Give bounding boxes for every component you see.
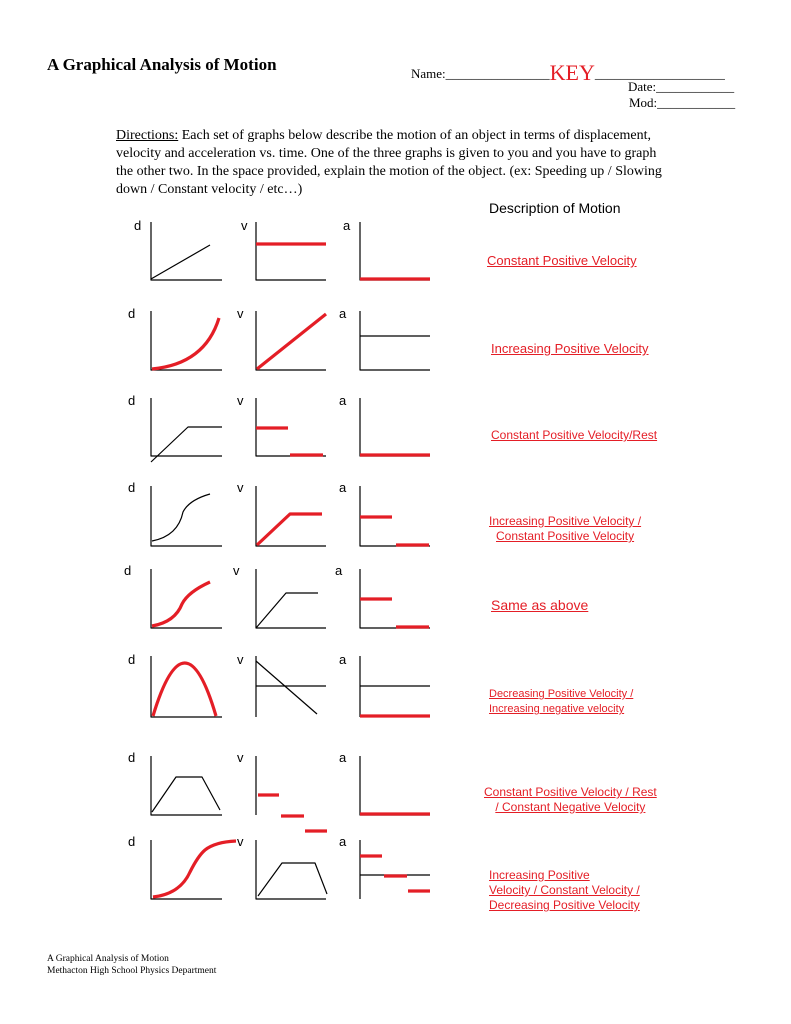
row5-v-graph [256,569,326,628]
row6-v-label: v [237,652,244,667]
row1-answer [487,253,637,268]
date-label: Date: [628,79,657,94]
row4-a-label: a [339,480,347,495]
row1-v-graph [256,222,326,280]
row4-answer-line1: Increasing Positive Velocity / [489,514,642,528]
row2-answer [491,341,649,356]
row1-d-label: d [134,218,142,233]
row4-a-graph [360,486,430,546]
row2-v-label: v [237,306,244,321]
row8-d-label: d [128,834,136,849]
row8-v-graph [256,840,327,899]
row5-a-graph [360,569,430,628]
row8-answer-line1: Increasing Positive [489,868,590,882]
row7-a-graph [360,756,430,815]
row8-v-label: v [237,834,244,849]
row6-d-label: d [128,652,136,667]
row1-answer-line1: Constant Positive Velocity [487,253,637,268]
row3-d-label: d [128,393,136,408]
row3-answer-line1: Constant Positive Velocity/Rest [491,428,658,442]
directions-label: Directions: [116,128,179,143]
row1-a-graph [360,222,430,280]
row6-a-graph [360,656,430,717]
row1-a-label: a [343,218,351,233]
row2-v-graph [256,311,326,370]
row6-d-graph [151,656,222,717]
row1-v-label: v [241,218,248,233]
row3-v-label: v [237,393,244,408]
row5-answer-line1: Same as above [491,597,589,613]
row1-d-graph [151,222,222,280]
row4-v-label: v [237,480,244,495]
directions-text: Each set of graphs below describe the motion of an object in terms of displacement, velocity and acceleration vs. time. One of the three graphs is given to you and you have to graph the other two. In the space provided, explain the motion of the object. (ex: Speeding up / Slowing down / Constant velocity / etc…) [116,128,662,197]
row6-v-graph [256,656,326,717]
mod-label: Mod: [629,95,658,110]
row8-a-label: a [339,834,347,849]
row6-a-label: a [339,652,347,667]
row2-a-label: a [339,306,347,321]
row5-d-label: d [124,563,132,578]
row8-answer-line2: Velocity / Constant Velocity / [489,883,640,897]
row3-answer [491,428,657,443]
footer [47,953,216,977]
row8-a-graph [360,840,430,899]
footer-line1: A Graphical Analysis of Motion [47,954,169,964]
row2-a-graph [360,311,430,370]
row2-answer-line1: Increasing Positive Velocity [491,341,649,356]
row5-v-label: v [233,563,240,578]
row7-d-graph [151,756,222,815]
description-header: Description of Motion [489,200,621,216]
row3-a-label: a [339,393,347,408]
key-text: KEY [549,60,595,85]
row7-answer-line2: / Constant Negative Velocity [495,800,646,814]
row2-d-label: d [128,306,136,321]
row4-answer [489,514,641,544]
row5-a-label: a [335,563,343,578]
footer-line2: Methacton High School Physics Department [47,966,217,976]
row6-answer [489,687,633,717]
date-blank: ____________ [656,79,735,94]
row8-d-graph [151,840,236,899]
row7-a-label: a [339,750,347,765]
row5-answer [491,598,588,613]
row3-v-graph [256,398,326,456]
row7-answer [484,785,657,815]
row4-d-graph [151,486,222,546]
row8-answer-line3: Decreasing Positive Velocity [489,898,640,912]
row3-a-graph [360,398,430,456]
name-blank-left: ________________ [445,66,550,81]
row7-v-label: v [237,750,244,765]
row7-d-label: d [128,750,136,765]
name-label: Name: [411,66,446,81]
row7-answer-line1: Constant Positive Velocity / Rest [484,785,657,799]
row4-v-graph [256,486,326,546]
row6-answer-line1: Decreasing Positive Velocity / [489,688,634,700]
row5-d-graph [151,569,222,628]
row2-d-graph [151,311,222,370]
row4-answer-line2: Constant Positive Velocity [496,529,635,543]
row4-d-label: d [128,480,136,495]
row3-d-graph [151,398,222,462]
row6-answer-line2: Increasing negative velocity [489,703,625,715]
name-blank-right: ____________________ [594,66,725,81]
row8-answer [489,868,640,913]
row7-v-graph [256,756,327,831]
page-title: A Graphical Analysis of Motion [47,55,277,74]
mod-blank: ____________ [657,95,736,110]
